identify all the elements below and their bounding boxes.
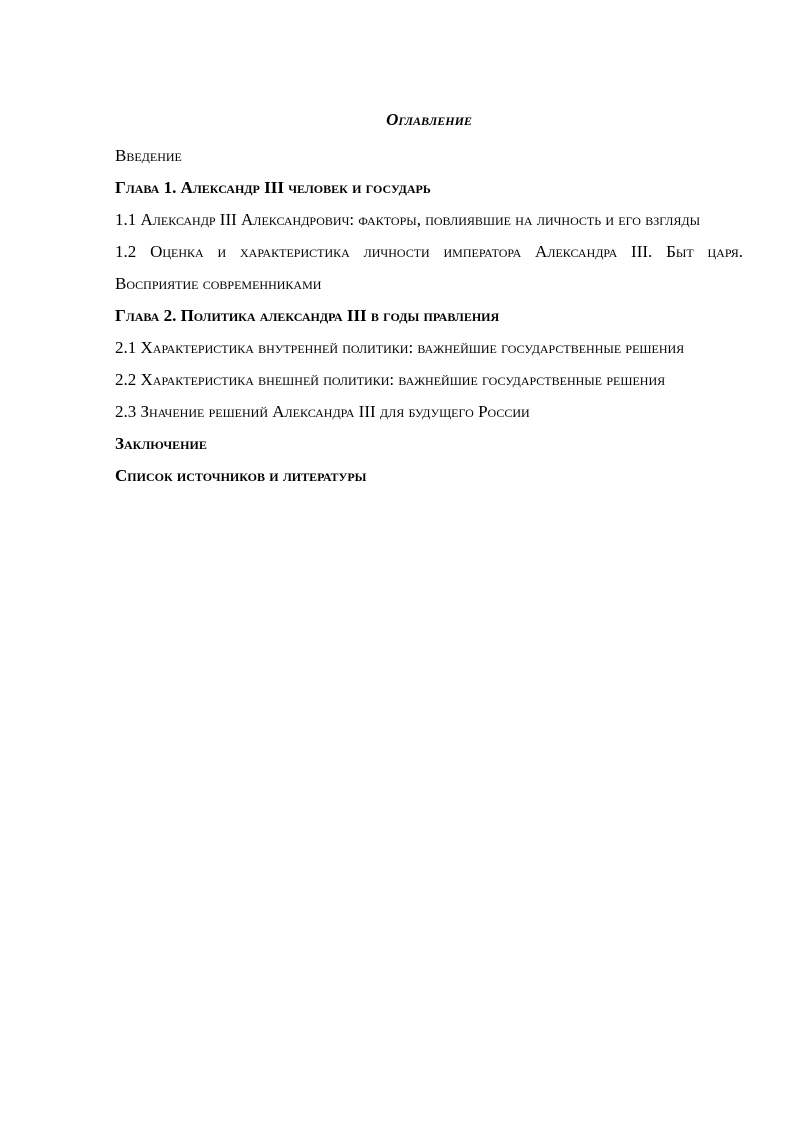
toc-entry-section-2-2: 2.2 Характеристика внешней политики: важнейшие государственные решения bbox=[115, 370, 666, 389]
toc-entry-section-1-2: 1.2 Оценка и характеристика личности императора Александра III. Быт царя. Восприятие современниками bbox=[115, 242, 743, 293]
toc-title: Оглавление bbox=[386, 110, 472, 129]
toc-entry-chapter-2: Глава 2. Политика александра III в годы правления bbox=[115, 306, 500, 325]
table-of-contents bbox=[115, 108, 743, 492]
toc-entry-conclusion: Заключение bbox=[115, 434, 207, 453]
toc-entry-introduction: Введение bbox=[115, 146, 182, 165]
toc-entry-section-2-3: 2.3 Значение решений Александра III для будущего России bbox=[115, 402, 530, 421]
toc-entry-section-2-1: 2.1 Характеристика внутренней политики: важнейшие государственные решения bbox=[115, 338, 685, 357]
toc-entry-chapter-1: Глава 1. Александр III человек и государь bbox=[115, 178, 431, 197]
toc-entry-section-1-1: 1.1 Александр III Александрович: факторы, повлиявшие на личность и его взгляды bbox=[115, 210, 701, 229]
toc-entry-bibliography: Список источников и литературы bbox=[115, 466, 367, 485]
